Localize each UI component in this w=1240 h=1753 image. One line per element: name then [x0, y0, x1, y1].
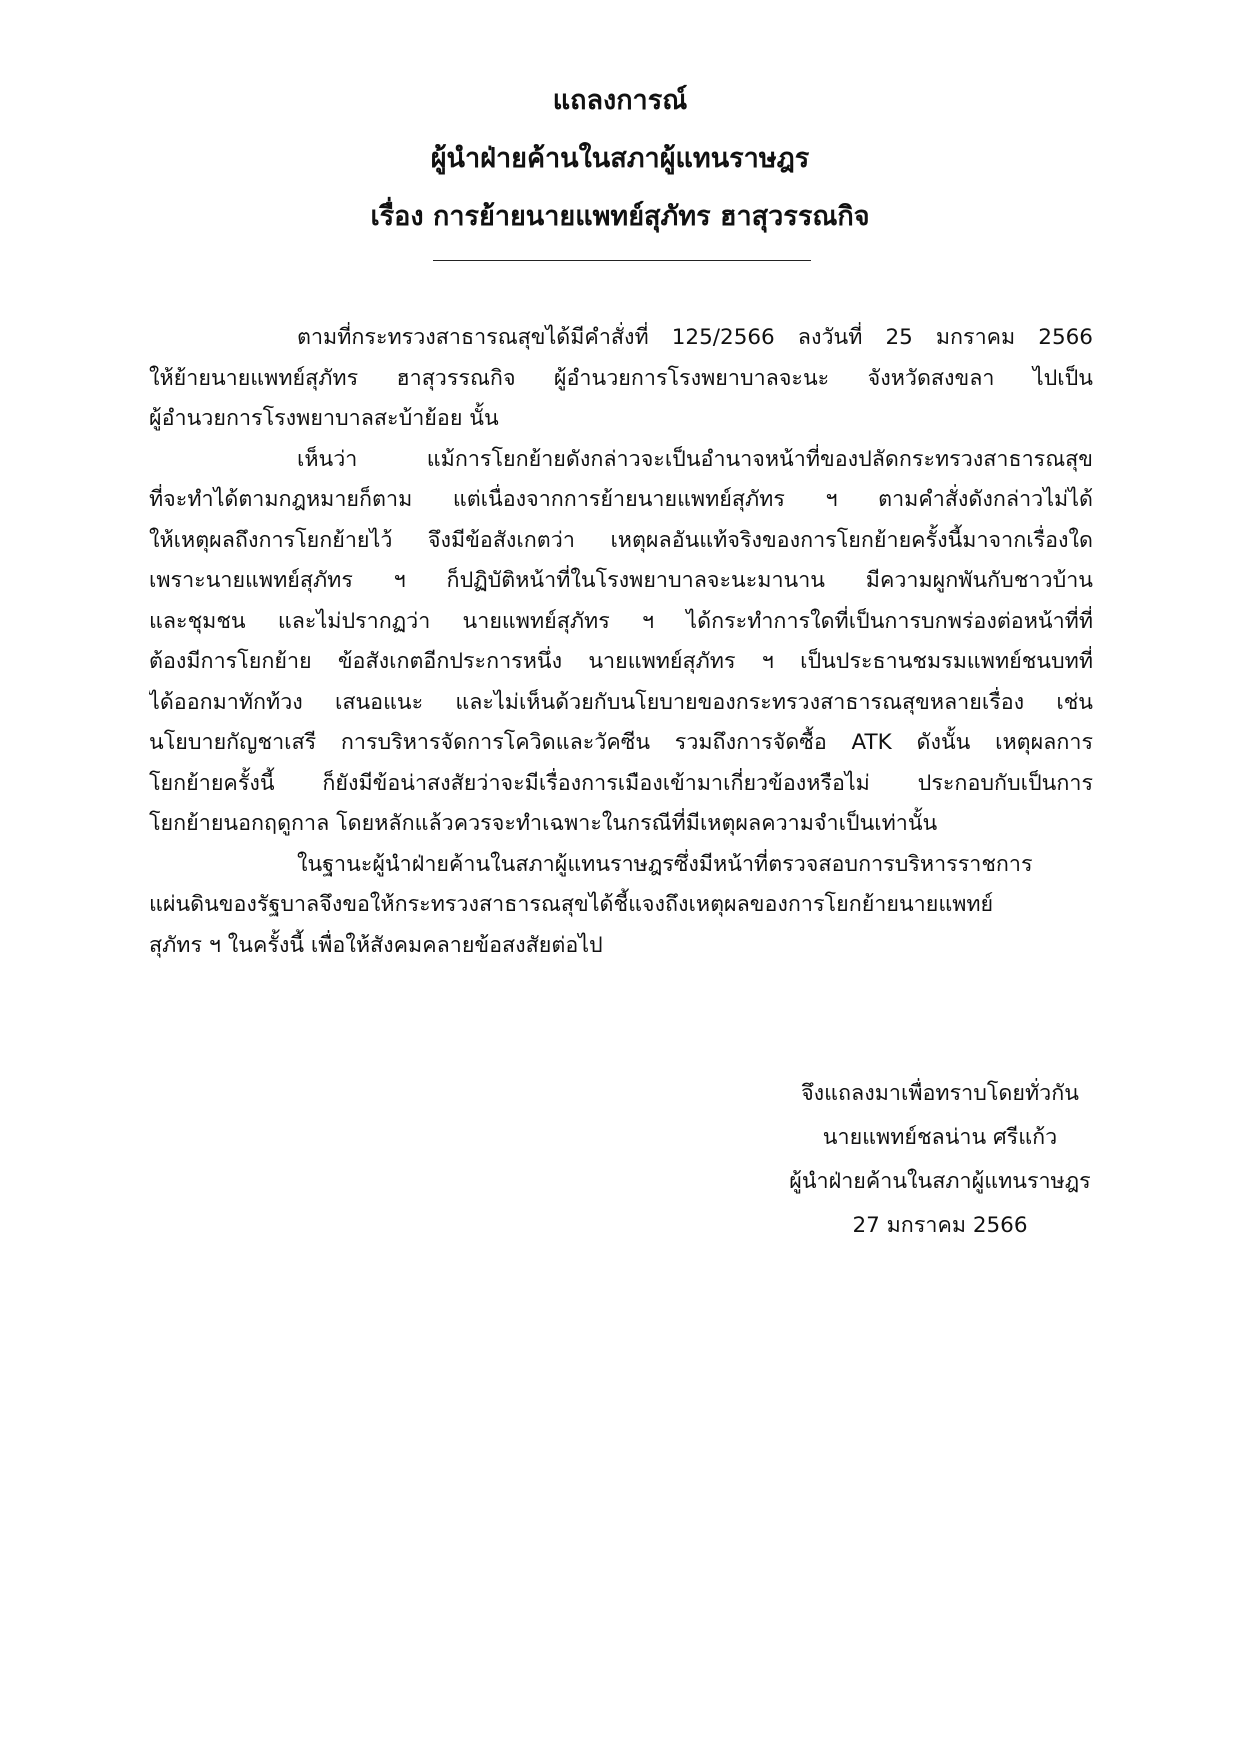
- text-line: ได้ออกมาทักท้วง เสนอแนะ และไม่เห็นด้วยกับนโยบายของกระทรวงสาธารณสุขหลายเรื่อง เช่น: [149, 689, 1093, 715]
- text-line: นโยบายกัญชาเสรี การบริหารจัดการโควิดและวัคซีน รวมถึงการจัดซื้อ ATK ดังนั้น เหตุผลการ: [149, 730, 1093, 755]
- text-line: ตามที่กระทรวงสาธารณสุขได้มีคำสั่งที่ 125/2566 ลงวันที่ 25 มกราคม 2566: [297, 325, 1093, 350]
- paragraph-2: [149, 440, 1093, 845]
- text-line: ในฐานะผู้นำฝ่ายค้านในสภาผู้แทนราษฎรซึ่งมีหน้าที่ตรวจสอบการบริหารราชการ: [297, 851, 1033, 877]
- document-title: แถลงการณ์: [552, 85, 688, 116]
- text-line: ต้องมีการโยกย้าย ข้อสังเกตอีกประการหนึ่ง นายแพทย์สุภัทร ฯ เป็นประธานชมรมแพทย์ชนบทที่: [149, 649, 1093, 674]
- document-subject: เรื่อง การย้ายนายแพทย์สุภัทร ฮาสุวรรณกิจ: [370, 201, 870, 232]
- text-line: เพราะนายแพทย์สุภัทร ฯ ก็ปฏิบัติหน้าที่ในโรงพยาบาลจะนะมานาน มีความผูกพันกับชาวบ้าน: [149, 568, 1093, 593]
- document-header: [0, 72, 1240, 246]
- text-line: แผ่นดินของรัฐบาลจึงขอให้กระทรวงสาธารณสุขได้ชี้แจงถึงเหตุผลของการโยกย้ายนายแพทย์: [149, 892, 994, 917]
- header-divider: [433, 260, 811, 261]
- document-issuer: ผู้นำฝ่ายค้านในสภาผู้แทนราษฎร: [430, 143, 810, 174]
- signatory-name: นายแพทย์ชลน่าน ศรีแก้ว: [822, 1125, 1058, 1150]
- text-line: โยกย้ายครั้งนี้ ก็ยังมีข้อน่าสงสัยว่าจะมีเรื่องการเมืองเข้ามาเกี่ยวข้องหรือไม่ ประกอบกับเป็นการ: [149, 770, 1093, 796]
- signature-block: [740, 1072, 1140, 1248]
- paragraph-1: [149, 318, 1093, 440]
- text-line: สุภัทร ฯ ในครั้งนี้ เพื่อให้สังคมคลายข้อสงสัยต่อไป: [149, 932, 603, 958]
- closing-phrase: จึงแถลงมาเพื่อทราบโดยทั่วกัน: [801, 1081, 1079, 1106]
- text-line: โยกย้ายนอกฤดูกาล โดยหลักแล้วควรจะทำเฉพาะในกรณีที่มีเหตุผลความจำเป็นเท่านั้น: [149, 811, 938, 836]
- text-line: และชุมชน และไม่ปรากฏว่า นายแพทย์สุภัทร ฯ ได้กระทำการใดที่เป็นการบกพร่องต่อหน้าที่ที่: [149, 608, 1093, 634]
- signatory-position: ผู้นำฝ่ายค้านในสภาผู้แทนราษฎร: [789, 1169, 1091, 1194]
- text-line: ที่จะทำได้ตามกฎหมายก็ตาม แต่เนื่องจากการย้ายนายแพทย์สุภัทร ฯ ตามคำสั่งดังกล่าวไม่ได้: [149, 487, 1093, 512]
- document-body: [149, 318, 1093, 966]
- paragraph-3: [149, 845, 1093, 967]
- text-line: ผู้อำนวยการโรงพยาบาลสะบ้าย้อย นั้น: [149, 406, 499, 431]
- text-line: เห็นว่า แม้การโยกย้ายดังกล่าวจะเป็นอำนาจหน้าที่ของปลัดกระทรวงสาธารณสุข: [297, 446, 1093, 472]
- text-line: ให้ย้ายนายแพทย์สุภัทร ฮาสุวรรณกิจ ผู้อำนวยการโรงพยาบาลจะนะ จังหวัดสงขลา ไปเป็น: [149, 365, 1093, 391]
- document-date: 27 มกราคม 2566: [852, 1213, 1028, 1238]
- text-line: ให้เหตุผลถึงการโยกย้ายไว้ จึงมีข้อสังเกตว่า เหตุผลอันแท้จริงของการโยกย้ายครั้งนี้มาจากเรื่องใด: [149, 527, 1093, 553]
